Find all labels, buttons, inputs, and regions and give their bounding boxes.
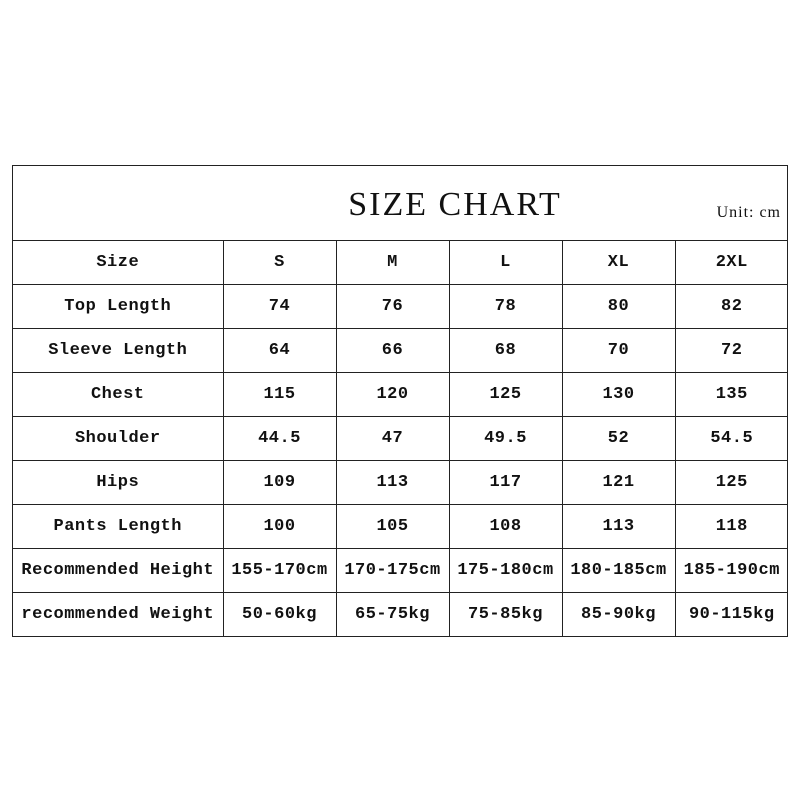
row-label: Top Length [13, 285, 223, 329]
table-cell: 105 [336, 505, 449, 549]
table-cell: 170-175cm [336, 549, 449, 593]
header-cell: M [336, 241, 449, 285]
table-cell: 155-170cm [223, 549, 336, 593]
table-cell: 113 [562, 505, 675, 549]
table-row [13, 593, 788, 637]
header-cell: S [223, 241, 336, 285]
row-label: Hips [13, 461, 223, 505]
table-cell: 50-60kg [223, 593, 336, 637]
table-cell: 47 [336, 417, 449, 461]
header-cell: Size [13, 241, 223, 285]
size-chart [12, 165, 788, 637]
table-cell: 185-190cm [675, 549, 788, 593]
row-label: Sleeve Length [13, 329, 223, 373]
chart-header [13, 166, 787, 241]
table-cell: 64 [223, 329, 336, 373]
table-cell: 82 [675, 285, 788, 329]
table-cell: 108 [449, 505, 562, 549]
table-row [13, 549, 788, 593]
table-cell: 113 [336, 461, 449, 505]
table-cell: 72 [675, 329, 788, 373]
table-cell: 44.5 [223, 417, 336, 461]
row-label: recommended Weight [13, 593, 223, 637]
size-table [13, 241, 788, 636]
table-cell: 109 [223, 461, 336, 505]
header-cell: XL [562, 241, 675, 285]
table-cell: 120 [336, 373, 449, 417]
chart-title: SIZE CHART [348, 186, 562, 223]
table-cell: 80 [562, 285, 675, 329]
header-cell: 2XL [675, 241, 788, 285]
table-cell: 90-115kg [688, 605, 775, 624]
table-row [13, 505, 788, 549]
table-cell: 121 [562, 461, 675, 505]
table-cell: 66 [336, 329, 449, 373]
header-row [13, 241, 788, 285]
table-cell: 100 [223, 505, 336, 549]
table-cell: 52 [562, 417, 675, 461]
table-cell: 130 [562, 373, 675, 417]
table-cell: 76 [336, 285, 449, 329]
table-cell: 115 [223, 373, 336, 417]
row-label: Recommended Height [13, 549, 223, 593]
table-row [13, 285, 788, 329]
row-label: Pants Length [13, 505, 223, 549]
table-row [13, 373, 788, 417]
table-cell: 117 [449, 461, 562, 505]
table-cell: 175-180cm [449, 549, 562, 593]
table-cell: 70 [562, 329, 675, 373]
table-cell: 78 [449, 285, 562, 329]
table-cell: 49.5 [449, 417, 562, 461]
table-cell: 125 [449, 373, 562, 417]
row-label: Shoulder [13, 417, 223, 461]
row-label: Chest [13, 373, 223, 417]
table-row [13, 417, 788, 461]
table-cell: 135 [675, 373, 788, 417]
unit-label: Unit: cm [716, 204, 781, 221]
table-cell: 118 [675, 505, 788, 549]
table-row [13, 461, 788, 505]
table-cell: 125 [675, 461, 788, 505]
table-row [13, 329, 788, 373]
table-cell: 68 [449, 329, 562, 373]
table-cell: 65-75kg [336, 593, 449, 637]
header-cell: L [449, 241, 562, 285]
table-cell: 75-85kg [449, 593, 562, 637]
table-cell: 74 [223, 285, 336, 329]
table-cell: 180-185cm [562, 549, 675, 593]
table-cell: 85-90kg [562, 593, 675, 637]
table-cell: 54.5 [675, 417, 788, 461]
